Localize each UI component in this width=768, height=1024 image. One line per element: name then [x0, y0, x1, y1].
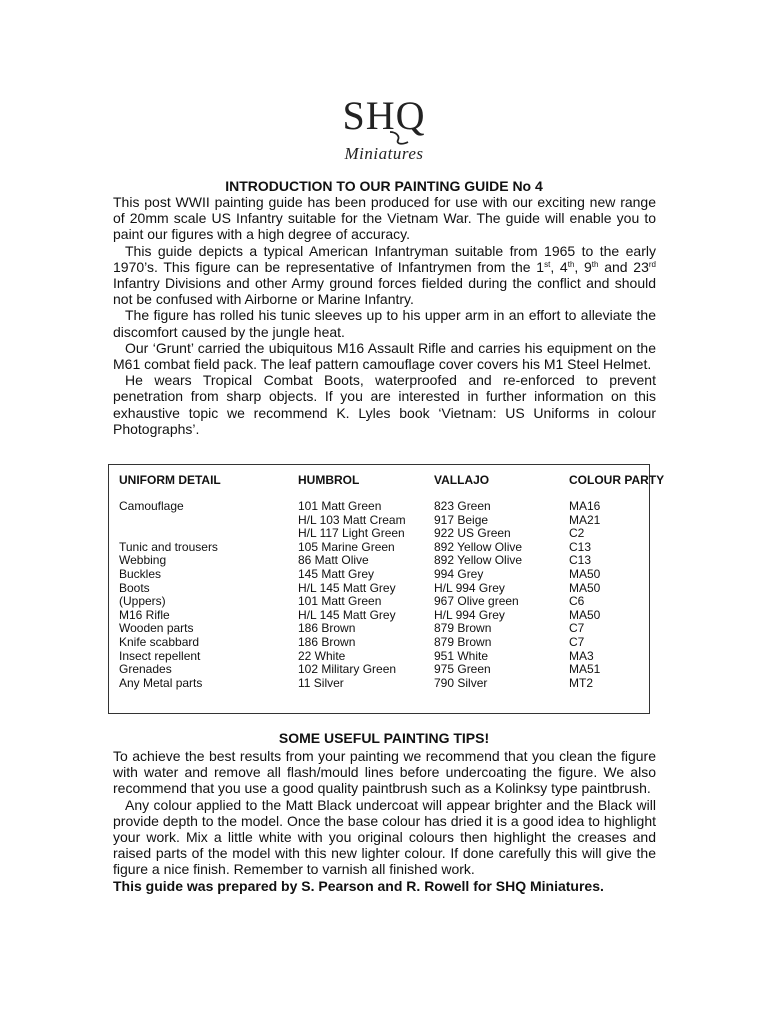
table-body: [109, 500, 649, 690]
intro-paragraph-5: He wears Tropical Combat Boots, waterproofed and re-enforced to prevent penetration from sharp objects. If you are interested in further information on this exhaustive topic we recommend K. Lyles book ‘Vietnam: US Uniforms in colour Photographs’.: [113, 372, 656, 437]
tips-paragraph-2: Any colour applied to the Matt Black undercoat will appear brighter and the Black will provide depth to the model. Once the base colour has dried it is a good idea to highlight your work. Mix a little white with you original colours then highlight the creases and raised parts of the model with this new lighter colour. If done carefully this will give the figure a nice finish. Remember to varnish all finished work.: [113, 796, 656, 878]
table-header-humbrol: HUMBROL: [298, 473, 360, 487]
table-row: Buckles 145 Matt Grey 994 Grey MA50: [119, 566, 601, 581]
shq-logo: [0, 93, 768, 164]
table-row: Webbing 86 Matt Olive 892 Yellow Olive C13: [119, 553, 592, 568]
logo-brand: SHQ: [342, 96, 425, 136]
table-row: Insect repellent 22 White 951 White MA3: [119, 648, 594, 663]
tips-title: SOME USEFUL PAINTING TIPS!: [278, 730, 490, 746]
table-row: H/L 117 Light Green 922 US Green C2: [298, 526, 585, 541]
intro-paragraph-1: This post WWII painting guide has been produced for use with our exciting new range of 20mm scale US Infantry suitable for the Vietnam War. The guide will enable you to paint our figures with a high degree of accuracy.: [113, 194, 656, 243]
intro-paragraph-3: The figure has rolled his tunic sleeves up to his upper arm in an effort to alleviate the discomfort caused by the jungle heat.: [113, 307, 656, 340]
tips-section: [113, 748, 656, 894]
table-row: Boots H/L 145 Matt Grey H/L 994 Grey MA50: [119, 580, 601, 595]
table-row: (Uppers) 101 Matt Green 967 Olive green C6: [119, 594, 585, 609]
credit-line: This guide was prepared by S. Pearson and R. Rowell for SHQ Miniatures.: [113, 877, 604, 894]
table-header-colour-party: COLOUR PARTY: [569, 473, 665, 487]
logo-swash-icon: [386, 130, 412, 146]
table-row: Wooden parts 186 Brown 879 Brown C7: [119, 621, 585, 636]
table-header-vallajo: VALLAJO: [434, 473, 490, 487]
intro-section: [113, 194, 656, 437]
logo-subtitle: Miniatures: [344, 144, 424, 163]
intro-paragraph-2: This guide depicts a typical American Infantryman suitable from 1965 to the early 1970’s. This figure can be representative of Infantrymen from the 1st, 4th, 9th and 23rd Infantry Divisions and other Army ground forces fielded during the conflict and should not be confused with Airborne or Marine Infantry.: [113, 242, 656, 308]
paint-table: [108, 464, 665, 714]
intro-paragraph-4: Our ‘Grunt’ carried the ubiquitous M16 Assault Rifle and carries his equipment on the M61 combat field pack. The leaf pattern camouflage cover covers his M1 Steel Helmet.: [113, 339, 656, 373]
page-title: INTRODUCTION TO OUR PAINTING GUIDE No 4: [225, 178, 543, 194]
table-row: Tunic and trousers 105 Marine Green 892 Yellow Olive C13: [119, 539, 592, 554]
table-row: M16 Rifle H/L 145 Matt Grey H/L 994 Grey MA50: [119, 607, 601, 622]
tips-paragraph-1: To achieve the best results from your painting we recommend that you clean the figure with water and remove all flash/mould lines before undercoating the figure. We also recommend that you use a good quality paintbrush such as a Kolinksy type paintbrush.: [113, 748, 656, 797]
table-row: Camouflage 101 Matt Green 823 Green MA16: [119, 499, 601, 513]
table-row: Grenades 102 Military Green 975 Green MA51: [119, 662, 601, 677]
table-row: H/L 103 Matt Cream 917 Beige MA21: [298, 512, 601, 527]
table-row: Any Metal parts 11 Silver 790 Silver MT2: [119, 675, 593, 690]
table-row: Knife scabbard 186 Brown 879 Brown C7: [119, 634, 585, 649]
table-header-uniform: UNIFORM DETAIL: [119, 473, 221, 487]
